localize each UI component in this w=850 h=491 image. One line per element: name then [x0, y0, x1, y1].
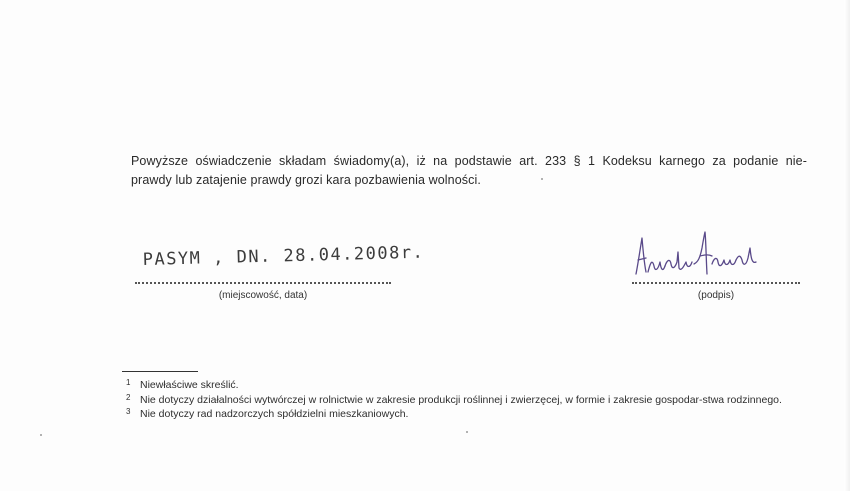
scan-speck: [466, 431, 468, 433]
signature-caption: (podpis): [697, 290, 735, 301]
footnote-number: 2: [126, 392, 131, 402]
footnote-1: [126, 379, 812, 393]
signature-line: [632, 282, 800, 284]
scan-edge-shadow: [844, 0, 850, 491]
place-date-caption: (miejscowość, data): [218, 290, 308, 301]
scan-speck: [541, 178, 543, 180]
scan-speck: [40, 434, 42, 436]
footnote-number: 3: [126, 407, 131, 416]
footnote-separator: [122, 371, 198, 372]
footnote-text: Niewłaściwe skreślić.: [140, 379, 239, 391]
handwritten-place-date: PASYM , DN. 28.04.2008r.: [142, 242, 425, 270]
footnotes: [126, 379, 812, 423]
footnote-text: Nie dotyczy działalności wytwórczej w rolnictwie w zakresie produkcji roślinnej i zwierzęcej, w formie i zakresie gospodar-stwa rodzinnego.: [140, 393, 782, 406]
handwritten-signature: [632, 228, 772, 280]
statement-line-1: Powyższe oświadczenie składam świadomy(a), iż na podstawie art. 233 § 1 Kodeksu karnego za podanie nie-: [131, 154, 807, 168]
footnote-text: Nie dotyczy rad nadzorczych spółdzielni mieszkaniowych.: [140, 408, 409, 420]
footnote-2: [126, 394, 812, 408]
footnote-number: 1: [126, 378, 131, 387]
declaration-statement: [131, 152, 807, 190]
place-date-line: [135, 282, 391, 284]
footnote-3: [126, 408, 812, 422]
statement-line-2: prawdy lub zatajenie prawdy grozi kara pozbawienia wolności.: [131, 173, 481, 187]
